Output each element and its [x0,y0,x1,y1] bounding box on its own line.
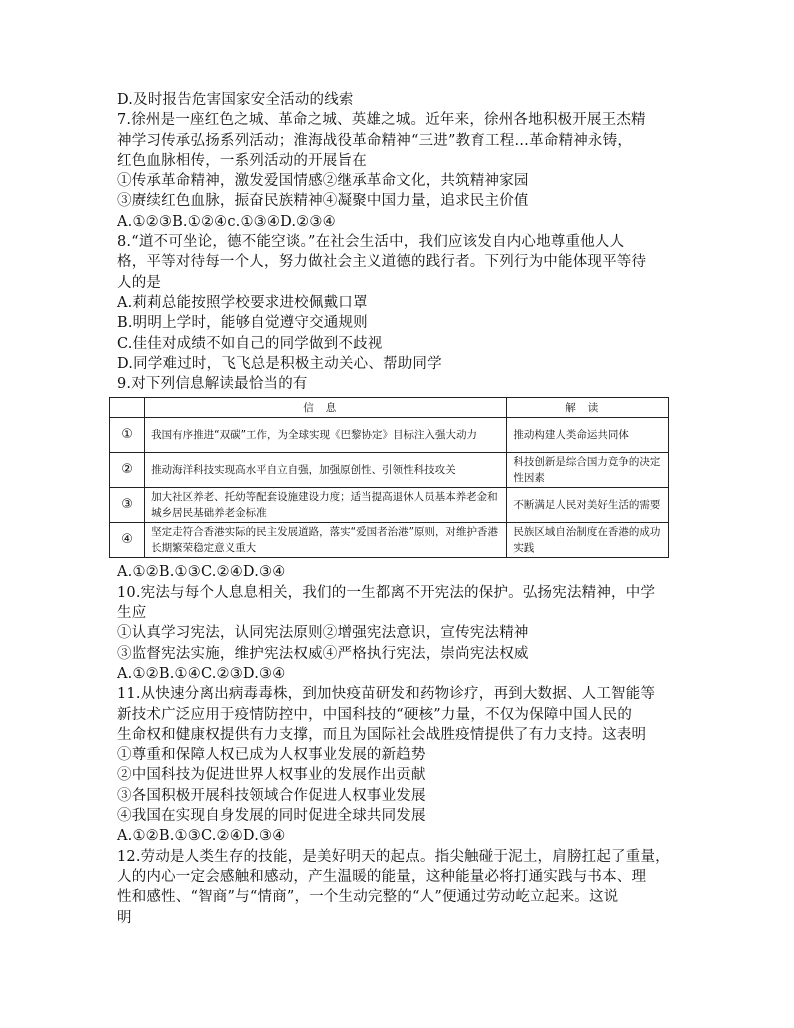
read-cell: 科技创新是综合国力竞争的决定性因素 [507,453,669,488]
question-7-options: A.①②③B.①②④c.①③④D.②③④ [117,213,336,230]
row-number: ① [110,418,145,453]
question-10-text: 生应 [117,605,147,622]
table-row [110,488,669,523]
info-cell: 推动海洋科技实现高水平自立自强，加强原创性、引领性科技攻关 [145,453,507,488]
question-7-text: 红色血脉相传，一系列活动的开展旨在 [117,152,367,169]
table-header-info: 信息 [145,398,507,418]
read-cell: 推动构建人类命运共同体 [507,418,669,453]
option-line: D.及时报告危害国家安全活动的线索 [117,92,354,108]
question-11-statement: ④我国在实现自身发展的同时促进全球共同发展 [117,808,426,825]
question-12-text: 明 [117,909,132,926]
question-10-statement: ①认真学习宪法，认同宪法原则②增强宪法意识，宣传宪法精神 [117,625,529,642]
question-11-text: 11.从快速分离出病毒毒株，到加快疫苗研发和药物诊疗，再到大数据、人工智能等 [117,686,656,703]
question-7-statement: ①传承革命精神，激发爱国情感②继承革命文化，共筑精神家园 [117,173,529,190]
table-row [110,523,669,558]
question-8-option: A.莉莉总能按照学校要求进校佩戴口罩 [117,294,368,311]
row-number: ② [110,453,145,488]
question-10-text: 10.宪法与每个人息息相关，我们的一生都离不开宪法的保护。弘扬宪法精神，中学 [117,584,656,601]
question-7-text: 7.徐州是一座红色之城、革命之城、英雄之城。近年来，徐州各地积极开展王杰精 [117,112,646,129]
question-11-options: A.①②B.①③C.②④D.③④ [117,828,286,845]
exam-page [117,90,677,928]
read-cell: 民族区域自治制度在香港的成功实践 [507,523,669,558]
question-9-options: A.①②B.①③C.②④D.③④ [117,564,286,581]
question-8-option: D.同学难过时，飞飞总是积极主动关心、帮助同学 [117,355,442,372]
info-cell: 坚定走符合香港实际的民主发展道路，落实“爱国者治港”原则，对维护香港长期繁荣稳定意义重大 [145,523,507,558]
row-number: ④ [110,523,145,558]
question-11-text: 新技术广泛应用于疫情防控中，中国科技的“硬核”力量，不仅为保障中国人民的 [117,706,633,723]
question-10-options: A.①②B.①④C.②③D.③④ [117,665,286,682]
question-8-text: 8.“道不可坐论，德不能空谈。”在社会生活中，我们应该发自内心地尊重他人人 [117,234,625,251]
question-11-text: 生命权和健康权提供有力支撑，而且为国际社会战胜疫情提供了有力支持。这表明 [117,726,647,743]
info-cell: 我国有序推进“双碳”工作，为全球实现《巴黎协定》目标注入强大动力 [145,418,507,453]
question-8-option: C.佳佳对成绩不如自己的同学做到不歧视 [117,335,383,352]
question-11-statement: ③各国积极开展科技领域合作促进人权事业发展 [117,787,426,804]
question-12-text: 人的内心一定会感触和感动，产生温暖的能量，这种能量必将打通实践与书本、理 [117,868,647,885]
question-12-text: 12.劳动是人类生存的技能，是美好明天的起点。指尖触碰于泥土，肩膀扛起了重量， [117,848,670,865]
info-interpretation-table [109,397,669,558]
question-7-statement: ③赓续红色血脉，振奋民族精神④凝聚中国力量，追求民主价值 [117,193,529,210]
question-9-text: 9.对下列信息解读最恰当的有 [117,376,308,393]
question-12-text: 性和感性、“智商”与“情商”，一个生动完整的“人”便通过劳动屹立起来。这说 [117,889,619,906]
info-cell: 加大社区养老、托幼等配套设施建设力度；适当提高退休人员基本养老金和城乡居民基础养老金标准 [145,488,507,523]
question-7-text: 神学习传承弘扬系列活动；淮海战役革命精神“三进”教育工程…革命精神永铸， [117,132,633,149]
table-header-read: 解读 [507,398,669,418]
question-10-statement: ③监督宪法实施，维护宪法权威④严格执行宪法，崇尚宪法权威 [117,645,529,662]
table-corner [110,398,145,418]
row-number: ③ [110,488,145,523]
question-8-text: 格，平等对待每一个人，努力做社会主义道德的践行者。下列行为中能体现平等待 [117,254,647,271]
question-11-statement: ①尊重和保障人权已成为人权事业发展的新趋势 [117,747,426,764]
question-11-statement: ②中国科技为促进世界人权事业的发展作出贡献 [117,767,426,784]
question-8-text: 人的是 [117,274,162,291]
table-row [110,453,669,488]
table-row [110,418,669,453]
question-8-option: B.明明上学时，能够自觉遵守交通规则 [117,315,368,332]
read-cell: 不断满足人民对美好生活的需要 [507,488,669,523]
